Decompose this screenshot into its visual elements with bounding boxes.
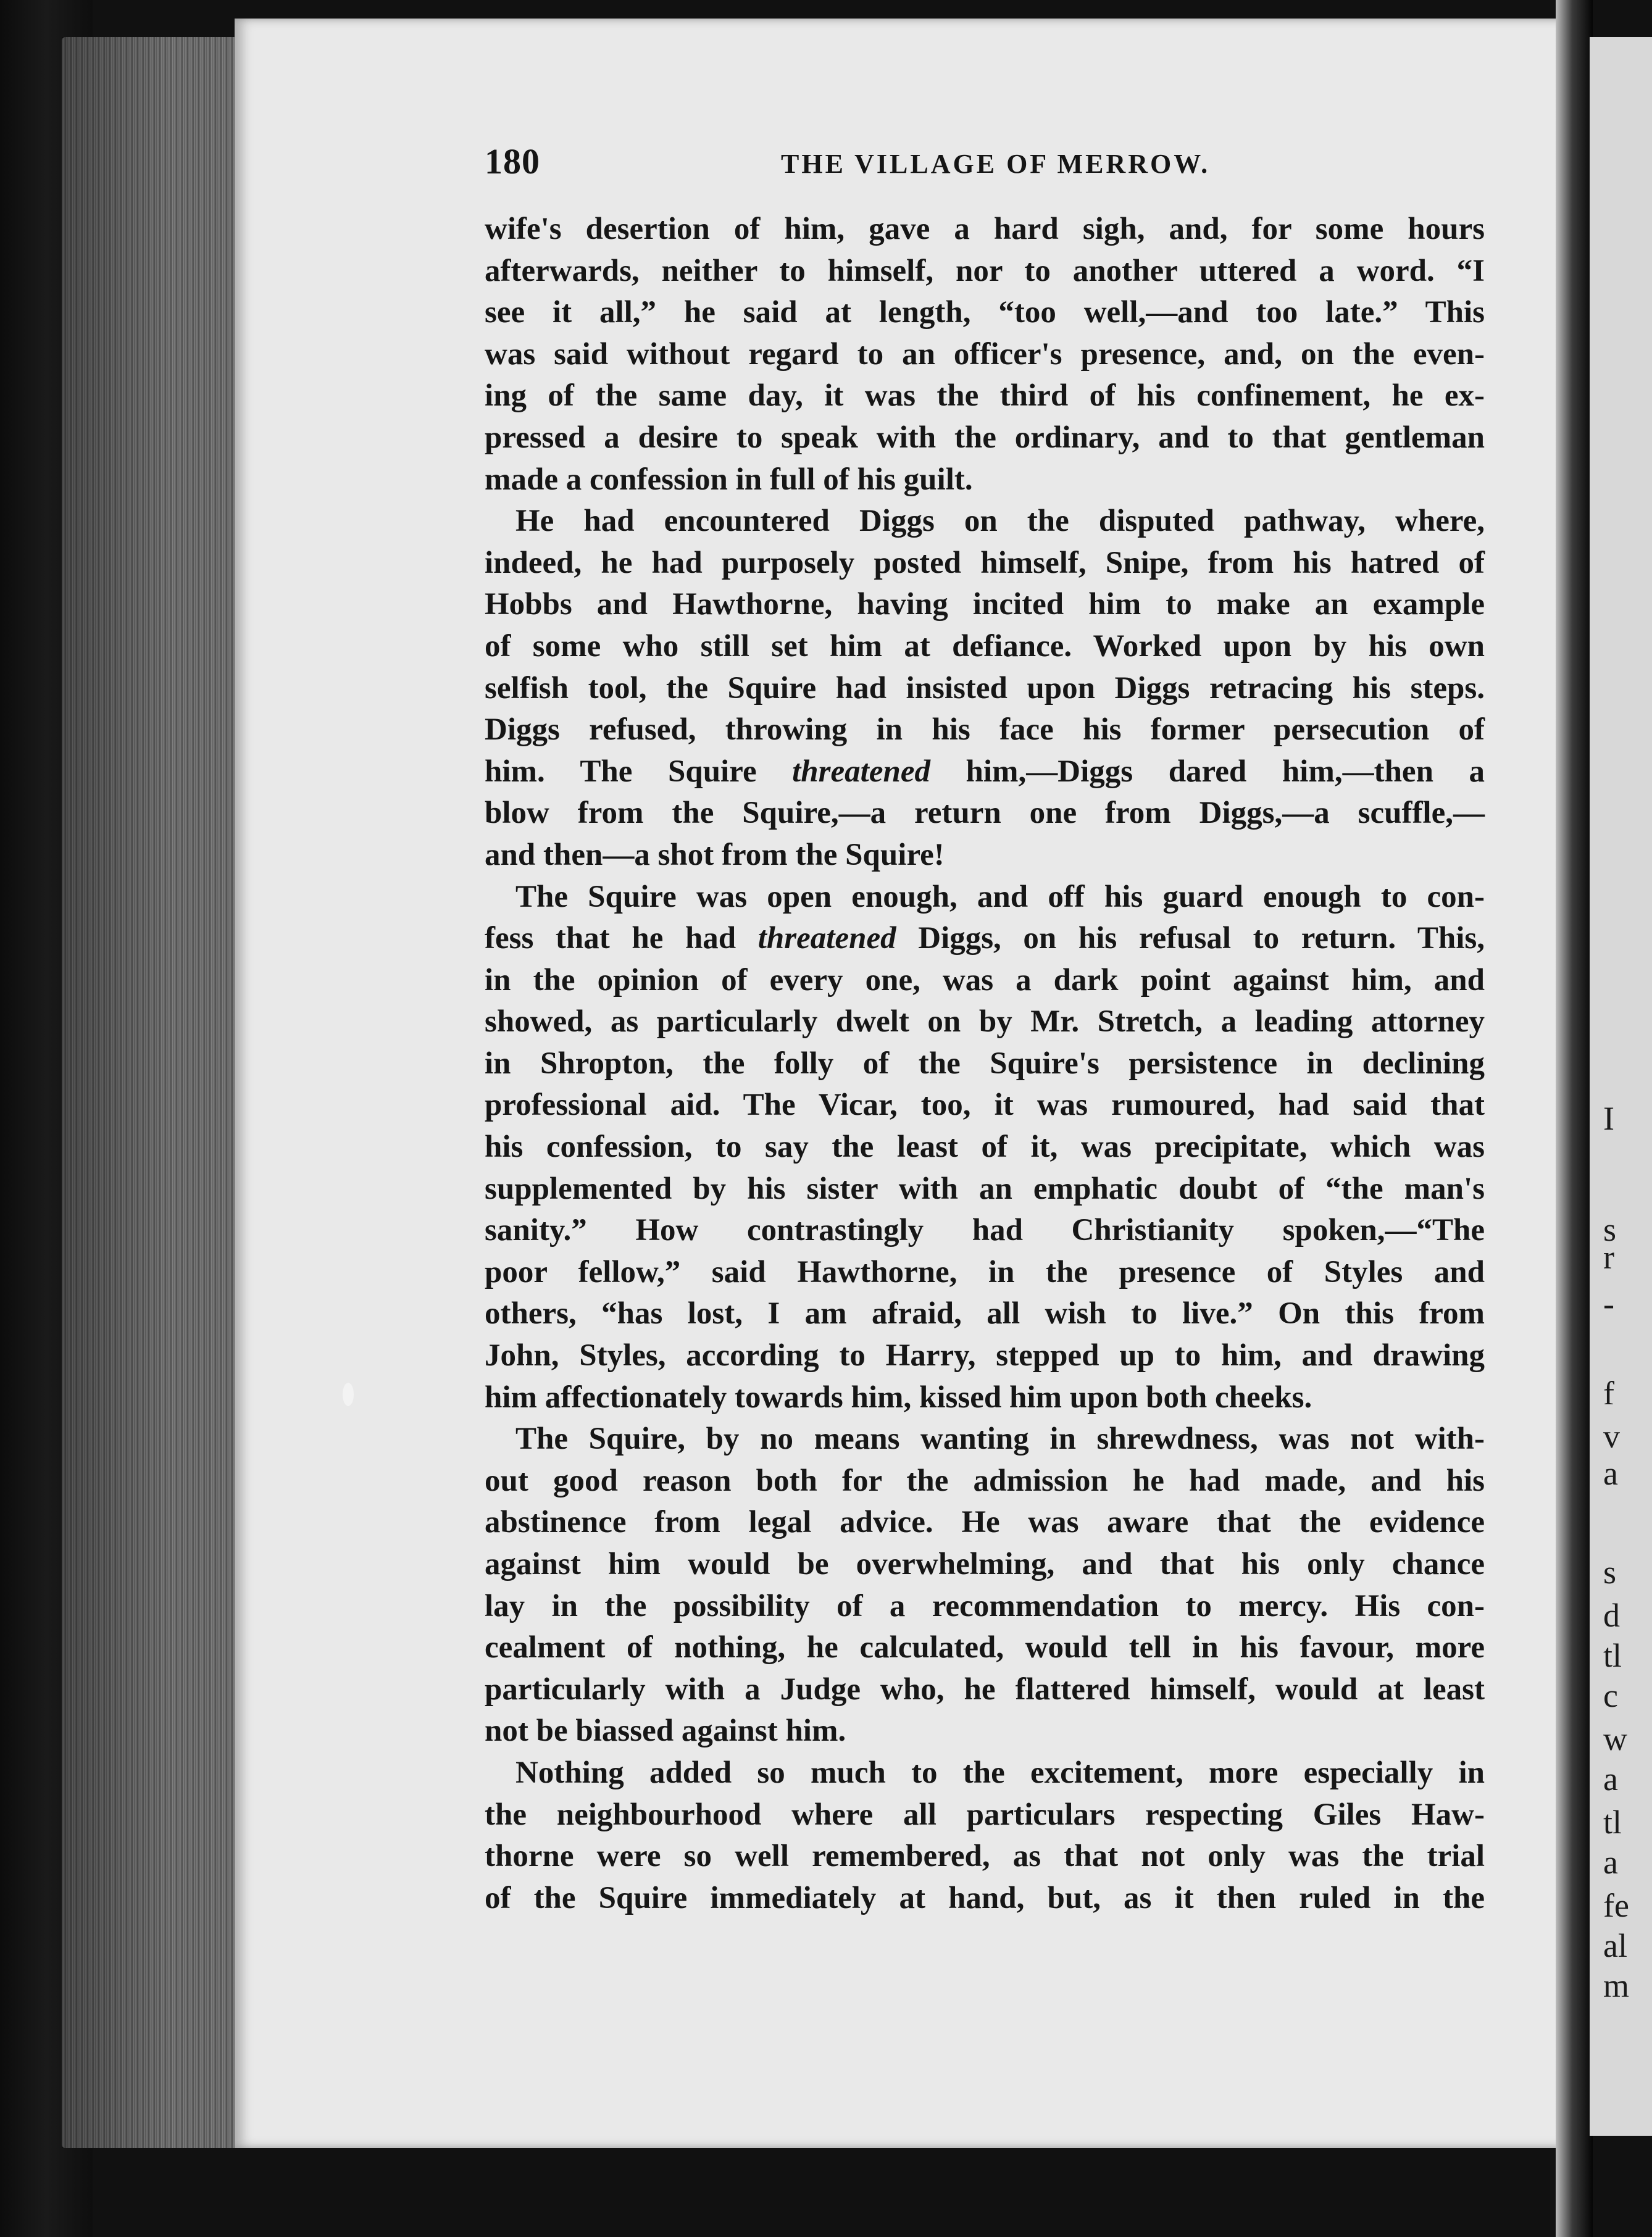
text-line: lay in the possibility of a recommendation to mercy. His con- (485, 1588, 1485, 1623)
text-line: his confession, to say the least of it, was precipitate, which was (485, 1130, 1485, 1165)
text-line: selfish tool, the Squire had insisted upon Diggs retracing his steps. (485, 670, 1485, 706)
text-line: poor fellow,” said Hawthorne, in the presence of Styles and (485, 1254, 1485, 1289)
facing-fragment: m (1603, 1967, 1630, 2004)
facing-fragment: fe (1603, 1887, 1629, 1924)
text-line: and then—a shot from the Squire! (485, 837, 945, 872)
text-line: not be biassed against him. (485, 1714, 846, 1749)
text-line: showed, as particularly dwelt on by Mr. Stretch, a leading attorney (485, 1004, 1485, 1039)
facing-fragment: al (1603, 1927, 1627, 1964)
text-line: of some who still set him at defiance. Worked upon by his own (485, 628, 1485, 664)
text-line: indeed, he had purposely posted himself, Snipe, from his hatred of (485, 545, 1485, 580)
text-line: against him would be overwhelming, and that his only chance (485, 1547, 1485, 1581)
text-line: Diggs refused, throwing in his face his former persecution of (485, 712, 1485, 748)
text-line: the neighbourhood where all particulars respecting Giles Haw- (485, 1797, 1485, 1832)
text-line: supplemented by his sister with an emphatic doubt of “the man's (485, 1171, 1485, 1206)
text-line: see it all,” he said at length, “too well,—and too late.” This (485, 295, 1485, 330)
text-line: thorne were so well remembered, as that not only was the trial (485, 1839, 1485, 1874)
text-line: fess that he had threatened Diggs, on his refusal to return. This, (485, 921, 1485, 956)
facing-fragment: d (1603, 1597, 1620, 1634)
text-line: professional aid. The Vicar, too, it was rumoured, had said that (485, 1088, 1485, 1123)
page-edges (62, 37, 241, 2148)
text-line: abstinence from legal advice. He was aware that the evidence (485, 1505, 1485, 1540)
facing-page-text (1603, 37, 1652, 2136)
text-line: out good reason both for the admission he had made, and his (485, 1463, 1485, 1498)
text-line: ing of the same day, it was the third of his confinement, he ex- (485, 378, 1485, 414)
facing-fragment: c (1603, 1677, 1618, 1714)
running-head (485, 141, 1472, 190)
facing-fragment: tl (1603, 1804, 1622, 1841)
text-line: The Squire was open enough, and off his guard enough to con- (515, 879, 1485, 914)
facing-fragment: - (1603, 1285, 1614, 1322)
text-line: afterwards, neither to himself, nor to another uttered a word. “I (485, 253, 1485, 288)
body-text (485, 209, 1485, 1919)
facing-fragment: a (1603, 1760, 1618, 1798)
facing-fragment: r (1603, 1239, 1614, 1276)
facing-fragment: a (1603, 1455, 1618, 1492)
paper-speck (343, 1383, 354, 1406)
facing-fragment: I (1603, 1100, 1614, 1137)
facing-fragment: f (1603, 1375, 1614, 1412)
text-line: him. The Squire threatened him,—Diggs dared him,—then a (485, 754, 1485, 789)
facing-fragment: v (1603, 1418, 1620, 1455)
facing-fragment: s (1603, 1554, 1617, 1591)
text-line: particularly with a Judge who, he flattered himself, would at least (485, 1672, 1485, 1707)
text-line: others, “has lost, I am afraid, all wish to live.” On this from (485, 1296, 1485, 1331)
text-line: wife's desertion of him, gave a hard sigh, and, for some hours (485, 212, 1485, 246)
facing-fragment: s (1603, 1211, 1617, 1248)
text-line: of the Squire immediately at hand, but, as it then ruled in the (485, 1880, 1485, 1915)
text-line: He had encountered Diggs on the disputed pathway, where, (515, 504, 1485, 539)
text-line: cealment of nothing, he calculated, would tell in his favour, more (485, 1630, 1485, 1665)
facing-fragment: w (1603, 1720, 1627, 1757)
text-line: sanity.” How contrastingly had Christianity spoken,—“The (485, 1213, 1485, 1248)
text-line: Hobbs and Hawthorne, having incited him to make an example (485, 587, 1485, 622)
text-line: John, Styles, according to Harry, stepped up to him, and drawing (485, 1338, 1485, 1373)
text-line: blow from the Squire,—a return one from Diggs,—a scuffle,— (485, 796, 1485, 831)
text-line: The Squire, by no means wanting in shrewdness, was not with- (515, 1422, 1485, 1457)
text-line: was said without regard to an officer's presence, and, on the even- (485, 336, 1485, 372)
book-gutter (1556, 0, 1593, 2237)
text-line: made a confession in full of his guilt. (485, 462, 973, 497)
text-line: in the opinion of every one, was a dark point against him, and (485, 962, 1485, 998)
text-line: in Shropton, the folly of the Squire's persistence in declining (485, 1046, 1485, 1081)
facing-page-edge (1590, 37, 1652, 2136)
text-line: him affectionately towards him, kissed him upon both cheeks. (485, 1380, 1312, 1415)
text-line: pressed a desire to speak with the ordinary, and to that gentleman (485, 420, 1485, 455)
page-number: 180 (485, 141, 540, 181)
text-line: Nothing added so much to the excitement, more especially in (515, 1755, 1485, 1790)
facing-fragment: tl (1603, 1637, 1622, 1674)
facing-fragment: a (1603, 1844, 1618, 1881)
running-title: THE VILLAGE OF MERROW. (781, 149, 1211, 179)
